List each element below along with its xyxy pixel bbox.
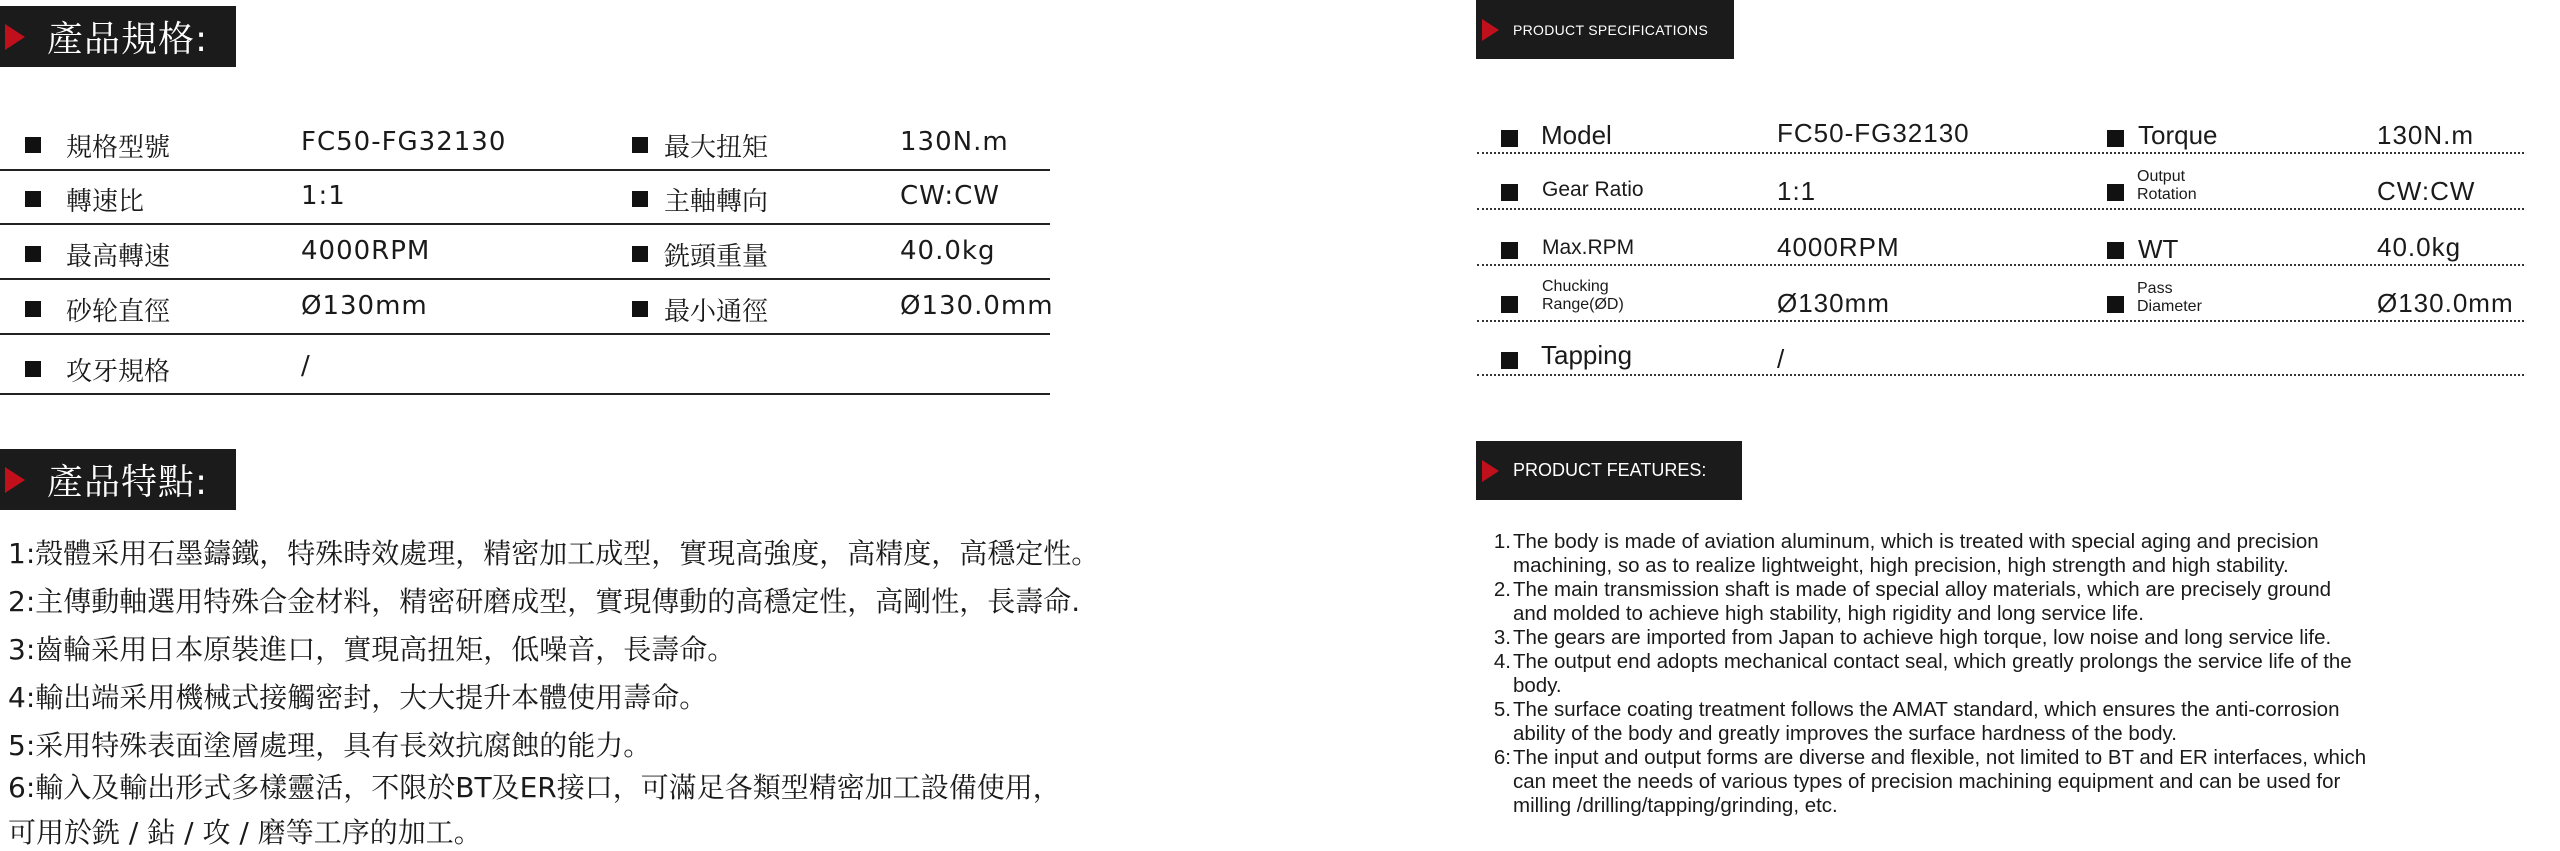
- spec-value: Ø130.0mm: [2377, 288, 2514, 318]
- play-triangle-icon: [5, 467, 25, 493]
- play-triangle-icon: [1482, 460, 1499, 482]
- bullet-square-icon: [632, 191, 648, 207]
- list-item: 2:主傳動軸選用特殊合金材料，精密研磨成型，實現傳動的高穩定性，高剛性，長壽命.: [8, 585, 1081, 618]
- en-feature-header: [1476, 441, 1742, 500]
- bullet-square-icon: [1501, 296, 1518, 313]
- bullet-square-icon: [1501, 184, 1518, 201]
- list-item: [1483, 578, 2560, 626]
- list-number: 6:: [1493, 746, 1511, 769]
- bullet-square-icon: [25, 191, 41, 207]
- spec-value: Ø130mm: [301, 291, 428, 321]
- spec-label: 最小通徑: [664, 297, 769, 327]
- list-line: can meet the needs of various types of precision machining equipment and can be used for: [1513, 770, 2341, 793]
- bullet-square-icon: [2107, 242, 2124, 259]
- list-item: [1483, 746, 2560, 818]
- bullet-square-icon: [25, 361, 41, 377]
- en-spec-header-title: PRODUCT SPECIFICATIONS: [1513, 21, 1709, 38]
- list-line: The surface coating treatment follows the AMAT standard, which ensures the anti-corrosion: [1513, 698, 2340, 721]
- spec-label: Tapping: [1541, 340, 1633, 370]
- en-spec-row: [1477, 322, 2524, 376]
- list-item: 1:殼體采用石墨鑄鐵，特殊時效處理，精密加工成型，實現高強度，高精度，高穩定性。: [8, 537, 1100, 570]
- spec-label: Gear Ratio: [1542, 178, 1644, 201]
- spec-label: Output Rotation: [2137, 168, 2197, 203]
- bullet-square-icon: [1501, 130, 1518, 147]
- spec-value: Ø130.0mm: [900, 291, 1054, 321]
- spec-label: Torque: [2138, 120, 2218, 150]
- en-spec-row: [1477, 154, 2524, 210]
- spec-label: 規格型號: [66, 133, 171, 163]
- list-number: 2.: [1493, 578, 1511, 601]
- list-line: The gears are imported from Japan to achieve high torque, low noise and long service life.: [1513, 626, 2332, 649]
- spec-value: 1:1: [301, 181, 346, 211]
- list-line: The main transmission shaft is made of special alloy materials, which are precisely ground: [1513, 578, 2332, 601]
- list-number: 5.: [1493, 698, 1511, 721]
- spec-label: Max.RPM: [1542, 236, 1635, 259]
- list-line: machining, so as to realize lightweight, high precision, high strength and high stability.: [1513, 554, 2289, 577]
- spec-value: FC50-FG32130: [301, 127, 507, 157]
- list-line: body.: [1513, 674, 1562, 697]
- bullet-square-icon: [1501, 242, 1518, 259]
- spec-value: 130N.m: [2377, 120, 2475, 150]
- list-line: The input and output forms are diverse and flexible, not limited to BT and ER interfaces, which: [1513, 746, 2367, 769]
- spec-label: Pass Diameter: [2137, 280, 2202, 315]
- spec-value: CW:CW: [2377, 176, 2476, 206]
- list-number: 3.: [1493, 626, 1511, 649]
- cn-spec-header-title: 產品規格:: [47, 19, 209, 60]
- list-item: [1483, 530, 2560, 578]
- spec-label: 攻牙規格: [66, 357, 171, 387]
- spec-value: FC50-FG32130: [1777, 118, 1970, 148]
- list-item: [1483, 698, 2560, 746]
- en-spec-header: [1476, 0, 1734, 59]
- spec-value: Ø130mm: [1777, 288, 1890, 318]
- play-triangle-icon: [5, 24, 25, 50]
- list-item: [1483, 626, 2560, 650]
- list-item: 3:齒輪采用日本原裝進口，實現高扭矩，低噪音，長壽命。: [8, 633, 736, 666]
- spec-label: 主軸轉向: [664, 187, 769, 217]
- bullet-square-icon: [2107, 130, 2124, 147]
- bullet-square-icon: [632, 246, 648, 262]
- spec-value: 4000RPM: [301, 236, 431, 266]
- en-spec-row: [1477, 210, 2524, 266]
- spec-label: WT: [2138, 234, 2179, 264]
- bullet-square-icon: [632, 301, 648, 317]
- spec-value: 130N.m: [900, 127, 1009, 157]
- list-item: 可用於銑 / 鉆 / 攻 / 磨等工序的加工。: [8, 816, 482, 849]
- spec-value: CW:CW: [900, 181, 1000, 211]
- spec-value: 1:1: [1777, 176, 1817, 206]
- cn-spec-row: [0, 281, 1054, 335]
- list-item: [1483, 650, 2560, 698]
- cn-spec-row: [0, 171, 1050, 225]
- cn-feature-header-title: 產品特點:: [47, 462, 209, 503]
- spec-label: 砂轮直徑: [66, 297, 171, 327]
- list-item: 6:輸入及輸出形式多樣靈活，不限於BT及ER接口，可滿足各類型精密加工設備使用，: [8, 771, 1061, 804]
- en-spec-row: [1477, 266, 2524, 322]
- cn-spec-row: [0, 226, 1050, 280]
- spec-label: 最大扭矩: [664, 133, 769, 163]
- bullet-square-icon: [25, 246, 41, 262]
- list-line: and molded to achieve high stability, high rigidity and long service life.: [1513, 602, 2144, 625]
- spec-value: 40.0kg: [900, 236, 996, 266]
- spec-value: 40.0kg: [2377, 232, 2462, 262]
- bullet-square-icon: [25, 137, 41, 153]
- spec-label: Chucking Range(ØD): [1542, 278, 1624, 313]
- spec-value: /: [301, 351, 311, 381]
- cn-spec-header: [0, 6, 236, 67]
- play-triangle-icon: [1482, 19, 1499, 41]
- bullet-square-icon: [632, 137, 648, 153]
- list-line: The body is made of aviation aluminum, which is treated with special aging and precision: [1513, 530, 2319, 553]
- spec-label: 銑頭重量: [664, 242, 769, 272]
- spec-label: 最高轉速: [66, 242, 171, 272]
- en-spec-row: [1477, 100, 2524, 154]
- list-line: The output end adopts mechanical contact seal, which greatly prolongs the service life of the: [1513, 650, 2352, 673]
- list-line: ability of the body and greatly improves the surface hardness of the body.: [1513, 722, 2177, 745]
- en-feature-header-title: PRODUCT FEATURES:: [1513, 460, 1707, 480]
- spec-label: 轉速比: [66, 187, 145, 217]
- spec-label: Model: [1541, 120, 1612, 150]
- bullet-square-icon: [2107, 184, 2124, 201]
- cn-feature-header: [0, 449, 236, 510]
- bullet-square-icon: [1501, 352, 1518, 369]
- list-number: 4.: [1493, 650, 1511, 673]
- spec-value: 4000RPM: [1777, 232, 1900, 262]
- cn-spec-row: [0, 341, 1050, 395]
- list-line: milling /drilling/tapping/grinding, etc.: [1513, 794, 1838, 817]
- spec-value: /: [1777, 344, 1786, 374]
- bullet-square-icon: [2107, 296, 2124, 313]
- list-item: 5:采用特殊表面塗層處理，具有長效抗腐蝕的能力。: [8, 729, 652, 762]
- list-number: 1.: [1493, 530, 1511, 553]
- bullet-square-icon: [25, 301, 41, 317]
- cn-spec-row: [0, 117, 1050, 171]
- list-item: 4:輸出端采用機械式接觸密封，大大提升本體使用壽命。: [8, 681, 708, 714]
